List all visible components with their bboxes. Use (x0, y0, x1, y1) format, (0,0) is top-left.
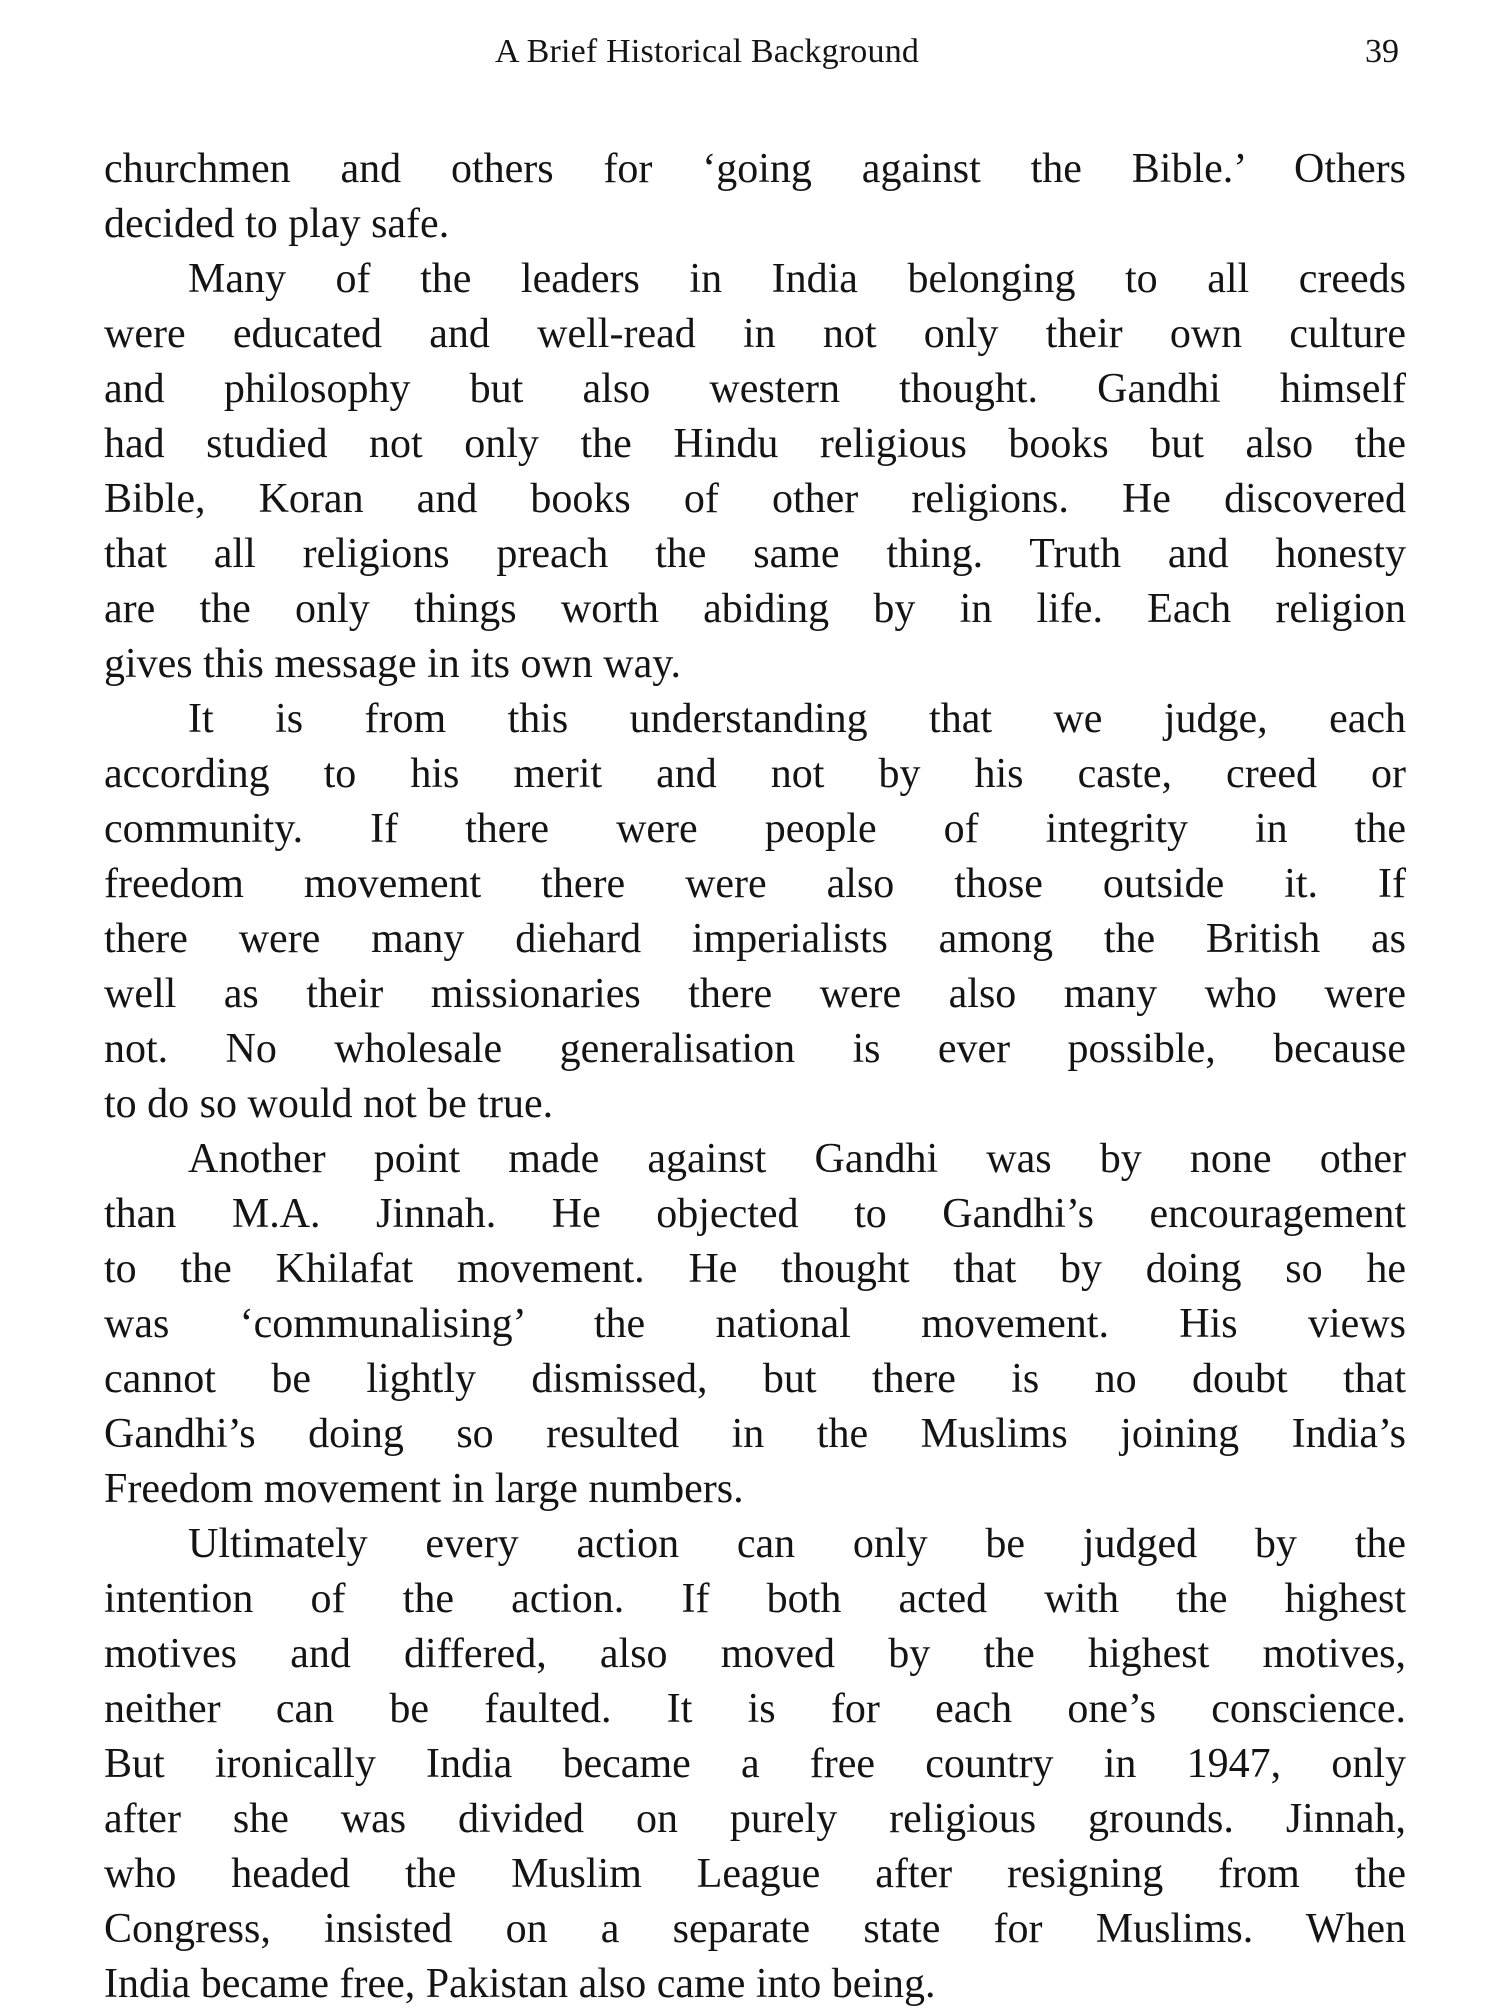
text-line: neither can be faulted. It is for each one’s conscience. (104, 1686, 1406, 1732)
text-line: India became free, Pakistan also came into being. (104, 1961, 936, 2007)
text-line: community. If there were people of integrity in the (104, 806, 1406, 852)
text-line: there were many diehard imperialists among the British as (104, 916, 1406, 962)
running-head-title: A Brief Historical Background (495, 33, 920, 70)
text-line: Bible, Koran and books of other religions. He discovered (104, 476, 1406, 522)
text-line: not. No wholesale generalisation is ever possible, because (104, 1026, 1406, 1072)
text-line: and philosophy but also western thought. Gandhi himself (104, 366, 1406, 412)
text-line: Ultimately every action can only be judged by the (188, 1521, 1406, 1567)
text-line: cannot be lightly dismissed, but there is no doubt that (104, 1356, 1406, 1402)
text-line: motives and differed, also moved by the highest motives, (104, 1631, 1406, 1677)
text-line: to the Khilafat movement. He thought that by doing so he (104, 1246, 1406, 1292)
text-line: Freedom movement in large numbers. (104, 1466, 744, 1512)
body-text (104, 142, 1406, 2012)
text-line: that all religions preach the same thing. Truth and honesty (104, 531, 1406, 577)
text-line: Gandhi’s doing so resulted in the Muslims joining India’s (104, 1411, 1406, 1457)
text-line: Congress, insisted on a separate state for Muslims. When (104, 1906, 1406, 1952)
text-line: who headed the Muslim League after resigning from the (104, 1851, 1406, 1897)
text-line: after she was divided on purely religious grounds. Jinnah, (104, 1796, 1406, 1842)
text-line: were educated and well-read in not only their own culture (104, 311, 1406, 357)
text-line: It is from this understanding that we judge, each (188, 696, 1406, 742)
text-line: to do so would not be true. (104, 1081, 554, 1127)
text-line: gives this message in its own way. (104, 641, 682, 687)
text-line: was ‘communalising’ the national movement. His views (104, 1301, 1406, 1347)
text-line: intention of the action. If both acted with the highest (104, 1576, 1406, 1622)
text-line: are the only things worth abiding by in life. Each religion (104, 586, 1406, 632)
text-line: had studied not only the Hindu religious books but also the (104, 421, 1406, 467)
text-line: freedom movement there were also those outside it. If (104, 861, 1406, 907)
text-line: well as their missionaries there were also many who were (104, 971, 1406, 1017)
page-number: 39 (1365, 33, 1399, 70)
text-line: decided to play safe. (104, 201, 450, 247)
text-line: according to his merit and not by his caste, creed or (104, 751, 1406, 797)
text-line: than M.A. Jinnah. He objected to Gandhi’s encouragement (104, 1191, 1406, 1237)
text-line: churchmen and others for ‘going against the Bible.’ Others (104, 146, 1406, 192)
text-line: But ironically India became a free country in 1947, only (104, 1741, 1406, 1787)
text-line: Another point made against Gandhi was by none other (188, 1136, 1406, 1182)
text-line: Many of the leaders in India belonging to all creeds (188, 256, 1406, 302)
